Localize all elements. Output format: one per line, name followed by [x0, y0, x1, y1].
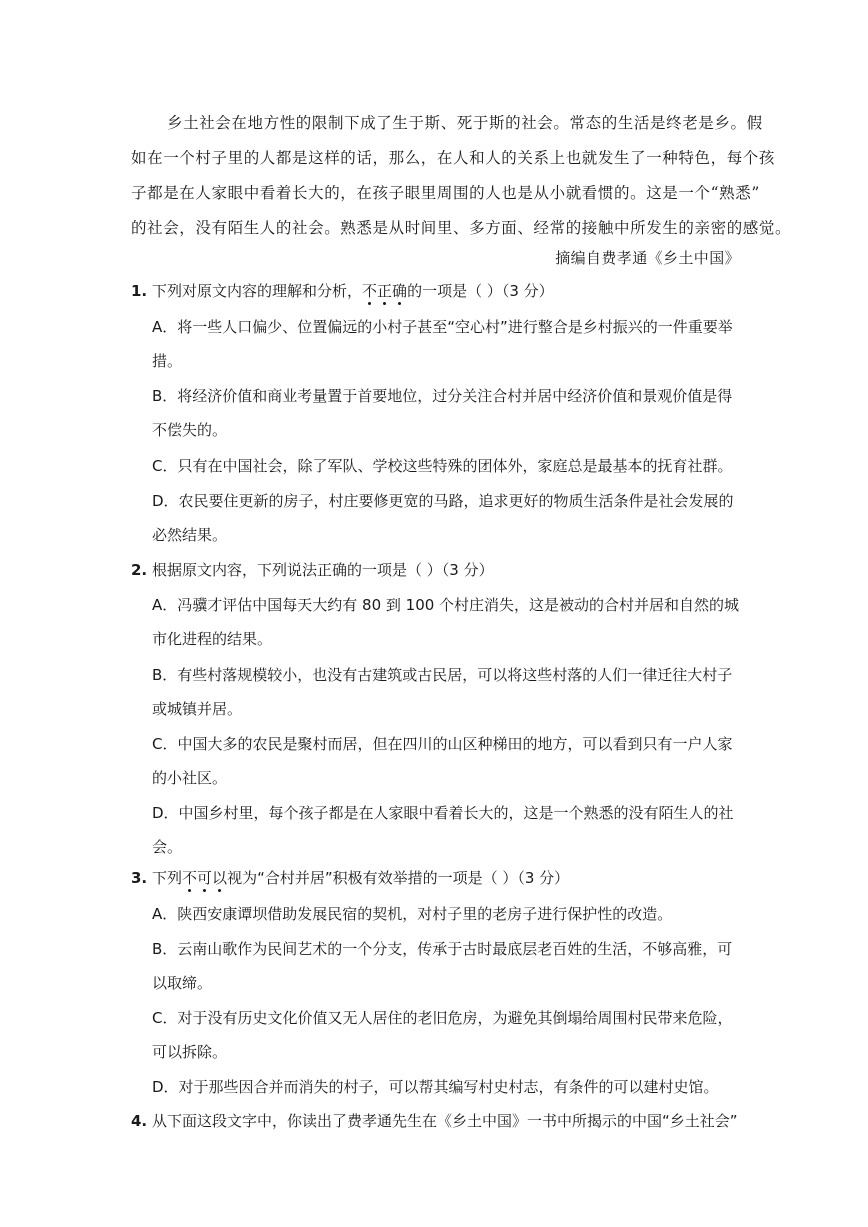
stem-text: 的一项是（ ）（3 分） — [407, 282, 554, 300]
stem-text: 下列对原文内容的理解和分析， — [152, 282, 363, 300]
question-stem — [152, 867, 569, 889]
question-number: 2. — [131, 561, 148, 579]
excerpt-line: 子都是在人家眼中看着长大的，在孩子眼里周围的人也是从小就看惯的。这是一个“熟悉” — [131, 184, 760, 202]
question-number: 1. — [131, 282, 148, 300]
emphasis-char: 以 — [212, 869, 228, 887]
option-line: D．农民要住更新的房子，村庄要修更宽的马路，追求更好的物质生活条件是社会发展的 — [152, 492, 734, 510]
option-line: 的小社区。 — [152, 769, 228, 787]
stem-text: 视为“合村并居”积极有效举措的一项是（ ）（3 分） — [227, 869, 570, 887]
option-line: B．云南山歌作为民间艺术的一个分支，传承于古时最底层老百姓的生活，不够高雅，可 — [152, 940, 733, 958]
option-line: 可以拆除。 — [152, 1043, 228, 1061]
emphasis-char: 不 — [362, 282, 378, 300]
emphasis-char: 正 — [377, 282, 393, 300]
excerpt-line: 乡土社会在地方性的限制下成了生于斯、死于斯的社会。常态的生活是终老是乡。假 — [167, 114, 763, 132]
option-line: A．陕西安康谭坝借助发展民宿的契机，对村子里的老房子进行保护性的改造。 — [152, 905, 673, 923]
question-number: 4. — [131, 1112, 148, 1130]
option-line: C．只有在中国社会，除了军队、学校这些特殊的团体外，家庭总是最基本的抚育社群。 — [152, 457, 733, 475]
option-line: 措。 — [152, 352, 183, 370]
option-line: D．中国乡村里，每个孩子都是在人家眼中看着长大的，这是一个熟悉的没有陌生人的社 — [152, 804, 734, 822]
option-line: 会。 — [152, 838, 183, 856]
option-line: B．将经济价值和商业考量置于首要地位，过分关注合村并居中经济价值和景观价值是得 — [152, 387, 733, 405]
option-line: C．中国大多的农民是聚村而居，但在四川的山区种梯田的地方，可以看到只有一户人家 — [152, 735, 733, 753]
option-line: 以取缔。 — [152, 974, 213, 992]
option-line: 或城镇并居。 — [152, 700, 243, 718]
excerpt-line: 的社会，没有陌生人的社会。熟悉是从时间里、多方面、经常的接触中所发生的亲密的感觉。 — [131, 219, 792, 237]
option-line: B．有些村落规模较小，也没有古建筑或古民居，可以将这些村落的人们一律迁往大村子 — [152, 666, 733, 684]
emphasis-char: 可 — [197, 869, 213, 887]
option-line: D．对于那些因合并而消失的村子，可以帮其编写村史村志，有条件的可以建村史馆。 — [152, 1078, 719, 1096]
option-line: 不偿失的。 — [152, 421, 228, 439]
emphasis-char: 确 — [392, 282, 408, 300]
option-line: 必然结果。 — [152, 526, 228, 544]
emphasis-char: 不 — [182, 869, 198, 887]
question-stem — [152, 280, 554, 302]
question-stem: 从下面这段文字中，你读出了费孝通先生在《乡土中国》一书中所揭示的中国“乡土社会” — [152, 1112, 738, 1130]
question-stem: 根据原文内容，下列说法正确的一项是（ ）（3 分） — [152, 561, 494, 579]
excerpt-source: 摘编自费孝通《乡土中国》 — [555, 249, 740, 267]
option-line: A．将一些人口偏少、位置偏远的小村子甚至“空心村”进行整合是乡村振兴的一件重要举 — [152, 318, 733, 336]
stem-text: 下列 — [152, 869, 183, 887]
option-line: 市化进程的结果。 — [152, 630, 273, 648]
option-line: A．冯骥才评估中国每天大约有 80 到 100 个村庄消失，这是被动的合村并居和自然的城 — [152, 596, 740, 614]
option-line: C．对于没有历史文化价值又无人居住的老旧危房，为避免其倒塌给周围村民带来危险， — [152, 1009, 733, 1027]
question-number: 3. — [131, 869, 148, 887]
excerpt-line: 如在一个村子里的人都是这样的话，那么，在人和人的关系上也就发生了一种特色，每个孩 — [131, 149, 776, 167]
